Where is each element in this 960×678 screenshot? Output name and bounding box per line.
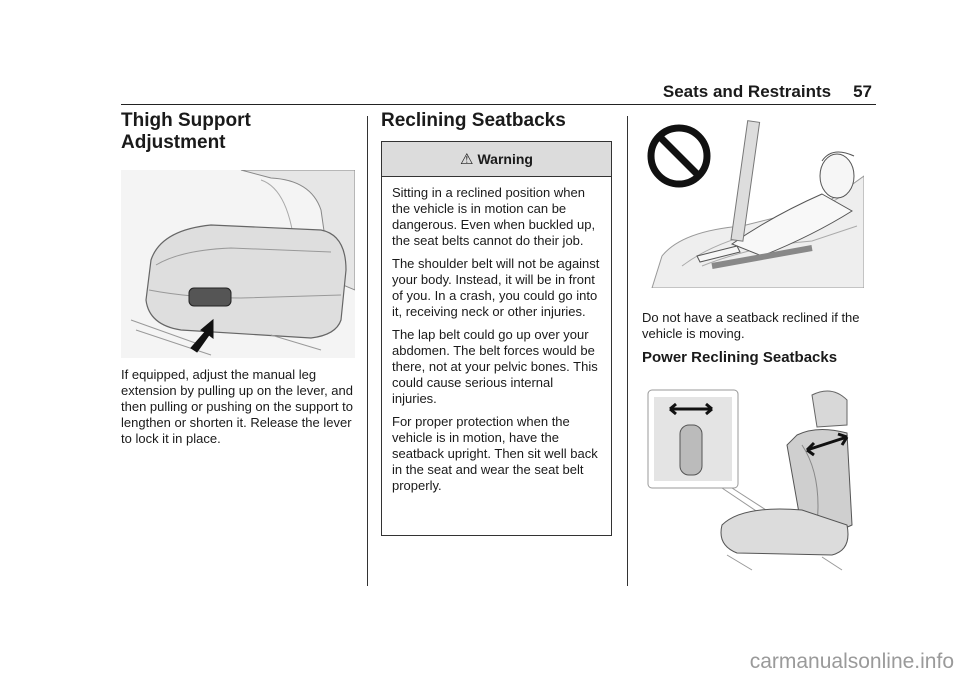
warning-box (381, 141, 612, 536)
reclined-note (642, 310, 872, 342)
thigh-heading-line1: Thigh Support (121, 110, 251, 131)
column-divider-1 (367, 116, 368, 586)
power-seat-illustration (642, 385, 864, 575)
watermark: carmanualsonline.info (749, 650, 954, 673)
seat-cushion-drawing (121, 170, 355, 358)
running-header (0, 82, 872, 102)
warning-paragraph: The shoulder belt will not be against your body. Instead, it will be in front of you. In a crash, you could go into it, receiving neck or other injuries. (392, 256, 600, 319)
column-thigh-support (121, 110, 355, 154)
thigh-support-body: If equipped, adjust the manual leg extension by pulling up on the lever, and then pulling or pushing on the support to lengthen or shorten it. Release the lever to lock it in place. (121, 367, 354, 446)
page-number: 57 (853, 82, 872, 101)
warning-paragraph: For proper protection when the vehicle is in motion, have the seatback upright. Then sit well back in the seat and wear the seat belt properly. (392, 414, 598, 493)
column-divider-2 (627, 116, 628, 586)
thigh-heading-line2: Adjustment (121, 132, 226, 153)
power-reclining-heading: Power Reclining Seatbacks (642, 349, 838, 366)
warning-label: Warning (477, 151, 533, 167)
section-title: Seats and Restraints (662, 82, 832, 101)
thigh-support-text (121, 367, 357, 447)
warning-paragraph: Sitting in a reclined position when the vehicle is in motion can be dangerous. Even when buckled up, the seat belts cannot do their job. (392, 185, 596, 248)
warning-icon: ⚠ (460, 151, 474, 168)
thigh-support-heading (121, 110, 355, 154)
power-reclining-heading-wrap (642, 349, 872, 367)
header-divider (121, 104, 876, 105)
thigh-support-illustration (121, 170, 355, 358)
warning-paragraph: The lap belt could go up over your abdomen. The belt forces would be there, not at your pelvic bones. This could cause serious internal injuries. (392, 327, 598, 406)
warning-body (382, 177, 611, 494)
reclined-note-body: Do not have a seatback reclined if the vehicle is moving. (642, 310, 860, 341)
reclined-passenger-drawing (642, 116, 864, 288)
reclined-passenger-illustration (642, 116, 864, 288)
column-reclining (381, 110, 613, 132)
reclining-heading: Reclining Seatbacks (381, 110, 566, 131)
power-seat-drawing (642, 385, 864, 575)
warning-header (382, 142, 611, 177)
